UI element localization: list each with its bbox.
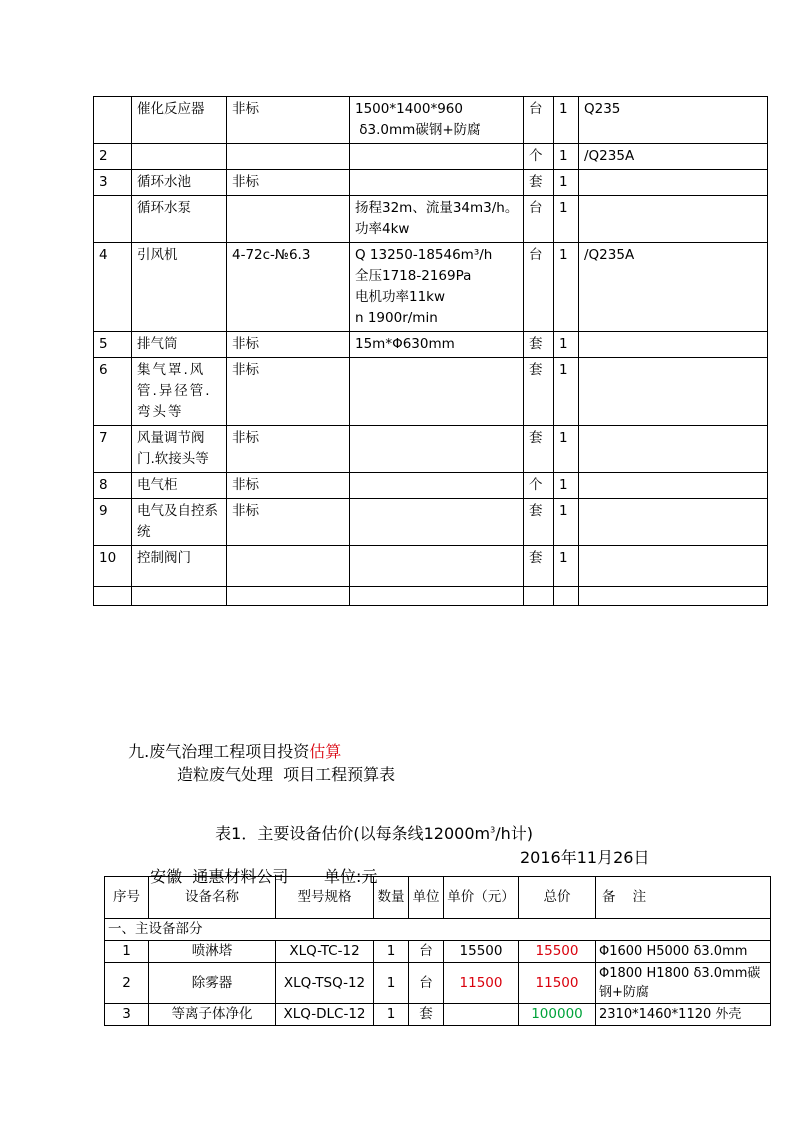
equipment-unit: 套	[524, 499, 554, 546]
row-number: 2	[94, 144, 132, 170]
equipment-spec: 15m*Φ630mm	[350, 332, 524, 358]
equipment-qty: 1	[554, 358, 579, 426]
equipment-unit: 个	[524, 144, 554, 170]
table-row	[105, 941, 771, 963]
header-price: 单价（元）	[444, 877, 519, 919]
equipment-model: 非标	[227, 426, 350, 473]
equipment-name: 集气罩.风管.异径管.弯头等	[132, 358, 227, 426]
equipment-model: 非标	[227, 358, 350, 426]
total-price: 15500	[519, 941, 596, 963]
row-number: 3	[94, 170, 132, 196]
equipment-model: 4-72c-№6.3	[227, 243, 350, 332]
equipment-model	[227, 546, 350, 587]
equipment-name: 控制阀门	[132, 546, 227, 587]
spec-line: 1500*1400*960	[355, 101, 463, 117]
row-number	[94, 97, 132, 144]
table-row	[94, 546, 768, 587]
row-number: 7	[94, 426, 132, 473]
row-number: 2	[105, 963, 149, 1004]
unit-price: 11500	[444, 963, 519, 1004]
equipment-material	[579, 332, 768, 358]
table-caption	[205, 802, 533, 844]
equipment-name	[132, 587, 227, 606]
equipment-material	[579, 473, 768, 499]
header-no: 序号	[105, 877, 149, 919]
row-number: 8	[94, 473, 132, 499]
equipment-unit: 套	[524, 426, 554, 473]
equipment-spec	[350, 546, 524, 587]
equipment-unit: 台	[524, 196, 554, 243]
table-row	[94, 196, 768, 243]
equipment-spec	[350, 358, 524, 426]
equipment-model	[227, 196, 350, 243]
total-price: 100000	[519, 1004, 596, 1026]
table-row	[94, 499, 768, 546]
document-date: 2016年11月26日	[520, 848, 650, 867]
equipment-unit: 台	[524, 243, 554, 332]
equipment-model	[227, 587, 350, 606]
header-note: 备 注	[596, 877, 771, 919]
section-title	[118, 720, 341, 762]
table-row	[94, 97, 768, 144]
equipment-material	[579, 170, 768, 196]
spec-line: δ3.0mm碳钢+防腐	[355, 122, 481, 138]
table-row	[94, 170, 768, 196]
equipment-spec	[350, 97, 524, 144]
equipment-qty: 1	[554, 499, 579, 546]
header-model: 型号规格	[276, 877, 374, 919]
row-number: 1	[105, 941, 149, 963]
spec-line: n 1900r/min	[355, 310, 438, 326]
section-title-text: 九.废气治理工程项目投资	[128, 742, 310, 761]
equipment-material	[579, 546, 768, 587]
equipment-name	[132, 144, 227, 170]
spec-line: 电机功率11kw	[355, 289, 446, 305]
equipment-name: 喷淋塔	[149, 941, 276, 963]
equipment-name: 风量调节阀门.软接头等	[132, 426, 227, 473]
equipment-material	[579, 196, 768, 243]
group-label: 一、主设备部分	[105, 919, 771, 941]
equipment-qty: 1	[554, 546, 579, 587]
equipment-model: 非标	[227, 97, 350, 144]
equipment-material	[579, 358, 768, 426]
equipment-name: 电气及自控系统	[132, 499, 227, 546]
equipment-qty: 1	[554, 144, 579, 170]
equipment-qty: 1	[374, 1004, 409, 1026]
equipment-model: 非标	[227, 499, 350, 546]
equipment-note: Φ1800 H1800 δ3.0mm碳钢+防腐	[596, 963, 771, 1004]
equipment-note: 2310*1460*1120 外壳	[596, 1004, 771, 1026]
equipment-unit: 套	[409, 1004, 444, 1026]
equipment-unit: 台	[409, 963, 444, 1004]
equipment-model: XLQ-DLC-12	[276, 1004, 374, 1026]
equipment-name: 电气柜	[132, 473, 227, 499]
equipment-name: 催化反应器	[132, 97, 227, 144]
total-price: 11500	[519, 963, 596, 1004]
row-number	[94, 587, 132, 606]
equipment-model: XLQ-TSQ-12	[276, 963, 374, 1004]
equipment-model: XLQ-TC-12	[276, 941, 374, 963]
equipment-model: 非标	[227, 332, 350, 358]
section-subtitle: 造粒废气处理 项目工程预算表	[177, 765, 396, 784]
header-total: 总价	[519, 877, 596, 919]
row-number: 5	[94, 332, 132, 358]
table-row	[94, 358, 768, 426]
equipment-unit: 套	[524, 332, 554, 358]
table-row	[94, 243, 768, 332]
equipment-material: Q235	[579, 97, 768, 144]
header-name: 设备名称	[149, 877, 276, 919]
header-qty: 数量	[374, 877, 409, 919]
table-caption-text: 表1．主要设备估价(以每条线12000m	[215, 824, 491, 843]
table-row	[94, 426, 768, 473]
equipment-qty: 1	[554, 170, 579, 196]
table-caption-text-end: /h计)	[495, 824, 533, 843]
equipment-unit: 套	[524, 170, 554, 196]
equipment-unit: 套	[524, 546, 554, 587]
equipment-qty: 1	[554, 243, 579, 332]
table-row	[105, 1004, 771, 1026]
equipment-spec	[350, 499, 524, 546]
row-number: 6	[94, 358, 132, 426]
equipment-note: Φ1600 H5000 δ3.0mm	[596, 941, 771, 963]
equipment-material	[579, 426, 768, 473]
equipment-spec	[350, 196, 524, 243]
equipment-spec	[350, 473, 524, 499]
equipment-material: /Q235A	[579, 243, 768, 332]
equipment-list-table	[93, 96, 768, 606]
equipment-qty: 1	[554, 473, 579, 499]
table-row	[105, 963, 771, 1004]
table-row	[94, 473, 768, 499]
spec-line: 功率4kw	[355, 221, 410, 237]
equipment-qty: 1	[374, 941, 409, 963]
company-unit: 安徽 通惠材料公司 单位:元	[150, 867, 378, 886]
spec-line: Q 13250-18546m³/h	[355, 247, 493, 263]
equipment-spec	[350, 170, 524, 196]
header-unit: 单位	[409, 877, 444, 919]
equipment-unit: 台	[409, 941, 444, 963]
table-row	[94, 144, 768, 170]
equipment-name: 除雾器	[149, 963, 276, 1004]
equipment-material	[579, 587, 768, 606]
spec-line: 扬程32m、流量34m3/h。	[355, 200, 519, 216]
spec-line: 全压1718-2169Pa	[355, 268, 472, 284]
equipment-spec	[350, 426, 524, 473]
equipment-spec	[350, 587, 524, 606]
equipment-unit: 个	[524, 473, 554, 499]
unit-price: 15500	[444, 941, 519, 963]
equipment-unit: 套	[524, 358, 554, 426]
equipment-unit: 台	[524, 97, 554, 144]
equipment-spec	[350, 243, 524, 332]
equipment-name: 等离子体净化	[149, 1004, 276, 1026]
table-caption-superscript: 3	[490, 825, 496, 835]
equipment-model: 非标	[227, 170, 350, 196]
equipment-name: 循环水泵	[132, 196, 227, 243]
equipment-qty: 1	[554, 97, 579, 144]
row-number: 10	[94, 546, 132, 587]
equipment-qty: 1	[554, 332, 579, 358]
equipment-qty: 1	[554, 426, 579, 473]
row-number	[94, 196, 132, 243]
equipment-name: 排气筒	[132, 332, 227, 358]
section-title-highlight: 估算	[309, 742, 342, 761]
row-number: 4	[94, 243, 132, 332]
unit-price	[444, 1004, 519, 1026]
row-number: 9	[94, 499, 132, 546]
equipment-model	[227, 144, 350, 170]
equipment-name: 引风机	[132, 243, 227, 332]
group-row	[105, 919, 771, 941]
row-number: 3	[105, 1004, 149, 1026]
equipment-material	[579, 499, 768, 546]
table-row	[94, 587, 768, 606]
equipment-unit	[524, 587, 554, 606]
equipment-spec	[350, 144, 524, 170]
equipment-estimate-table	[104, 876, 771, 1026]
equipment-material: /Q235A	[579, 144, 768, 170]
equipment-name: 循环水池	[132, 170, 227, 196]
table-header-row	[105, 877, 771, 919]
equipment-model: 非标	[227, 473, 350, 499]
equipment-qty: 1	[374, 963, 409, 1004]
table-row	[94, 332, 768, 358]
equipment-qty: 1	[554, 196, 579, 243]
equipment-qty	[554, 587, 579, 606]
